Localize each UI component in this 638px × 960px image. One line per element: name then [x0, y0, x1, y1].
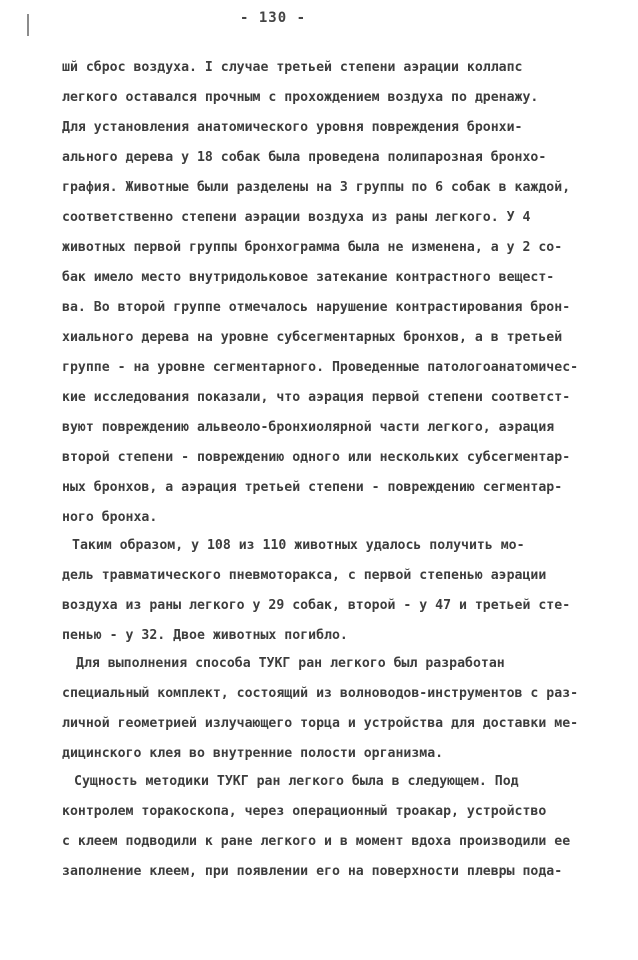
text-line: заполнение клеем, при появлении его на поверхности плевры пода-	[62, 864, 563, 879]
text-line: животных первой группы бронхограмма была не изменена, а у 2 со-	[62, 240, 563, 255]
text-line: шй сброс воздуха. I случае третьей степени аэрации коллапс	[62, 60, 523, 75]
text-line: легкого оставался прочным с прохождением воздуха по дренажу.	[62, 90, 539, 105]
text-line: второй степени - повреждению одного или нескольких субсегментар-	[62, 450, 571, 465]
text-line: ных бронхов, а аэрация третьей степени - повреждению сегментар-	[62, 480, 563, 495]
text-line: хиального дерева на уровне субсегментарных бронхов, а в третьей	[62, 330, 563, 345]
text-line: ва. Во второй группе отмечалось нарушение контрастирования брон-	[62, 300, 571, 315]
text-line: ного бронха.	[62, 510, 158, 525]
text-line: ального дерева у 18 собак была проведена полипарозная бронхо-	[62, 150, 547, 165]
text-line: Для выполнения способа ТУКГ ран легкого был разработан	[76, 656, 505, 671]
text-line: Сущность методики ТУКГ ран легкого была в следующем. Под	[74, 774, 519, 789]
text-line: воздуха из раны легкого у 29 собак, второй - у 47 и третьей сте-	[62, 598, 571, 613]
scan-edge-mark	[27, 14, 29, 36]
text-line: дель травматического пневмоторакса, с первой степенью аэрации	[62, 568, 547, 583]
text-line: группе - на уровне сегментарного. Проведенные патологоанатомичес-	[62, 360, 579, 375]
page-number: - 130 -	[240, 10, 307, 26]
text-line: кие исследования показали, что аэрация первой степени соответст-	[62, 390, 571, 405]
text-line: Таким образом, у 108 из 110 животных удалось получить мо-	[72, 538, 525, 553]
text-line: дицинского клея во внутренние полости организма.	[62, 746, 444, 761]
text-line: соответственно степени аэрации воздуха из раны легкого. У 4	[62, 210, 531, 225]
text-line: контролем торакоскопа, через операционный троакар, устройство	[62, 804, 547, 819]
text-line: Для установления анатомического уровня повреждения бронхи-	[62, 120, 523, 135]
text-line: вуют повреждению альвеоло-бронхиолярной части легкого, аэрация	[62, 420, 555, 435]
text-line: пенью - у 32. Двое животных погибло.	[62, 628, 348, 643]
text-line: графия. Животные были разделены на 3 группы по 6 собак в каждой,	[62, 180, 571, 195]
text-line: с клеем подводили к ране легкого и в момент вдоха производили ее	[62, 834, 571, 849]
text-line: специальный комплект, состоящий из волноводов-инструментов с раз-	[62, 686, 579, 701]
text-line: личной геометрией излучающего торца и устройства для доставки ме-	[62, 716, 579, 731]
text-line: бак имело место внутридольковое затекание контрастного вещест-	[62, 270, 555, 285]
